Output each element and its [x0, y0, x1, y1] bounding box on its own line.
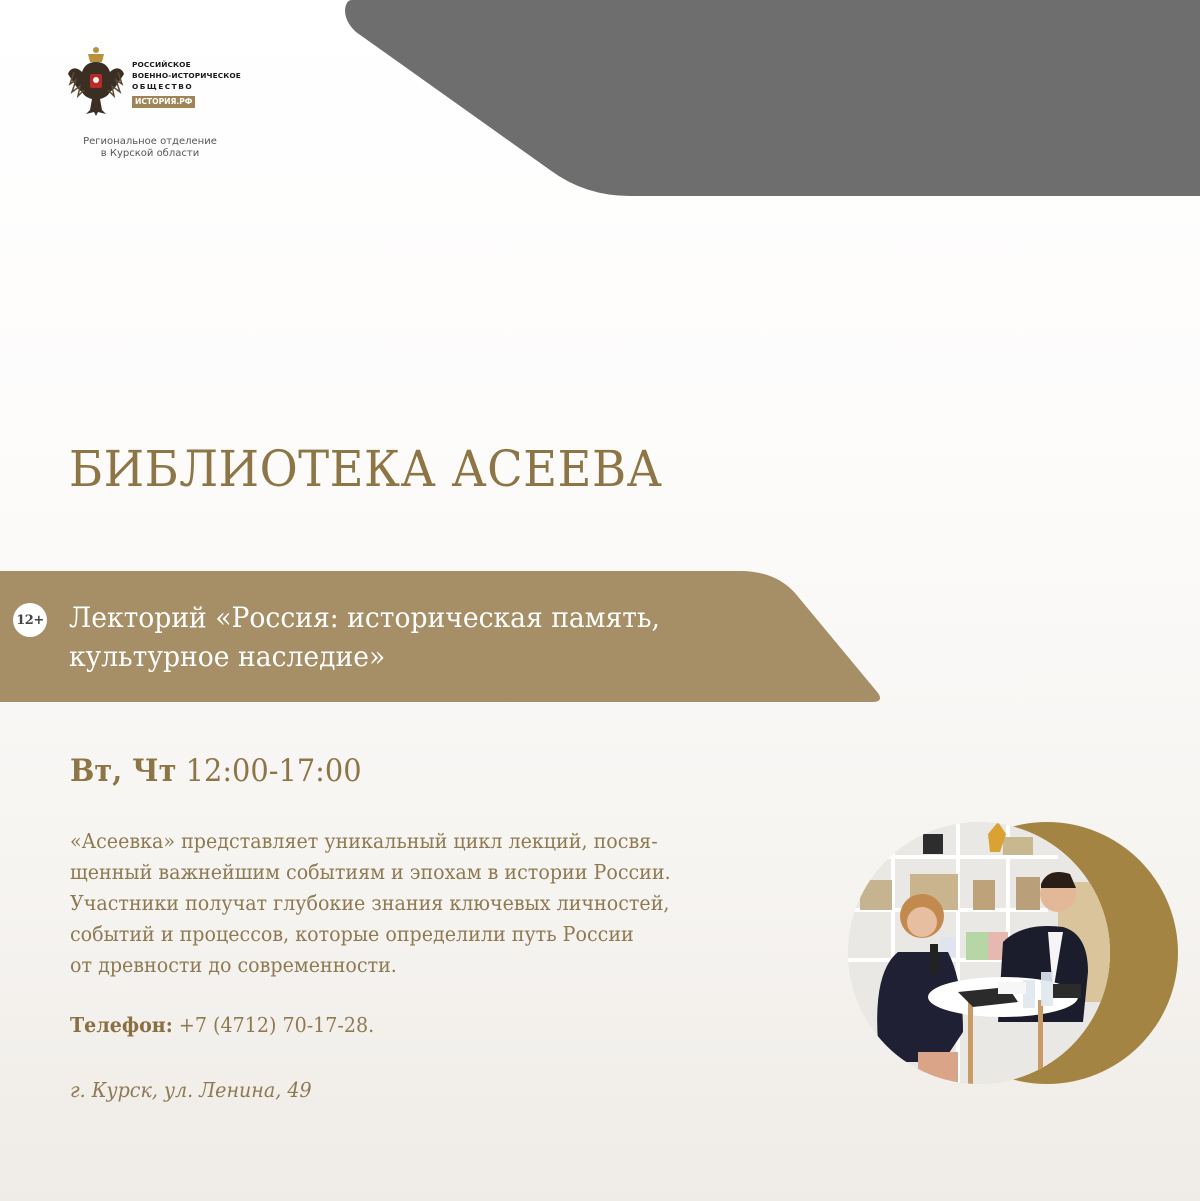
event-description [70, 826, 777, 981]
venue-title: БИБЛИОТЕКА АСЕЕВА [69, 440, 663, 498]
contact-phone [70, 1013, 374, 1037]
schedule-days: Вт, Чт [70, 753, 177, 789]
event-schedule [70, 753, 362, 789]
org-name-line: РОССИЙСКОЕ [132, 60, 191, 69]
description-line: событий и процессов, которые определили путь России [70, 922, 634, 946]
org-name-line: ОБЩЕСТВО [132, 82, 194, 91]
site-badge: ИСТОРИЯ.РФ [132, 96, 195, 108]
description-line: щенный важнейшим событиям и эпохам в истории России. [70, 860, 671, 884]
regional-branch-label [70, 136, 230, 160]
event-title-line: Лекторий «Россия: историческая память, [69, 601, 660, 634]
region-line: в Курской области [100, 148, 200, 159]
description-line: Участники получат глубокие знания ключевых личностей, [70, 891, 670, 915]
schedule-time: 12:00-17:00 [176, 753, 362, 789]
event-photo [848, 822, 1110, 1084]
lecture-photo-illustration [848, 822, 1110, 1084]
description-line: «Асеевка» представляет уникальный цикл лекций, посвя- [70, 829, 658, 853]
event-title-line: культурное наследие» [69, 640, 386, 673]
double-headed-eagle-icon [68, 44, 124, 118]
venue-address: г. Курск, ул. Ленина, 49 [70, 1078, 312, 1102]
event-title [69, 598, 791, 676]
phone-number[interactable]: +7 (4712) 70-17-28. [172, 1013, 375, 1037]
description-line: от древности до современности. [70, 953, 397, 977]
organization-name [132, 59, 292, 92]
phone-label: Телефон: [70, 1013, 173, 1037]
age-rating-badge: 12+ [13, 603, 47, 637]
region-line: Региональное отделение [83, 136, 217, 147]
org-name-line: ВОЕННО-ИСТОРИЧЕСКОЕ [132, 71, 241, 80]
